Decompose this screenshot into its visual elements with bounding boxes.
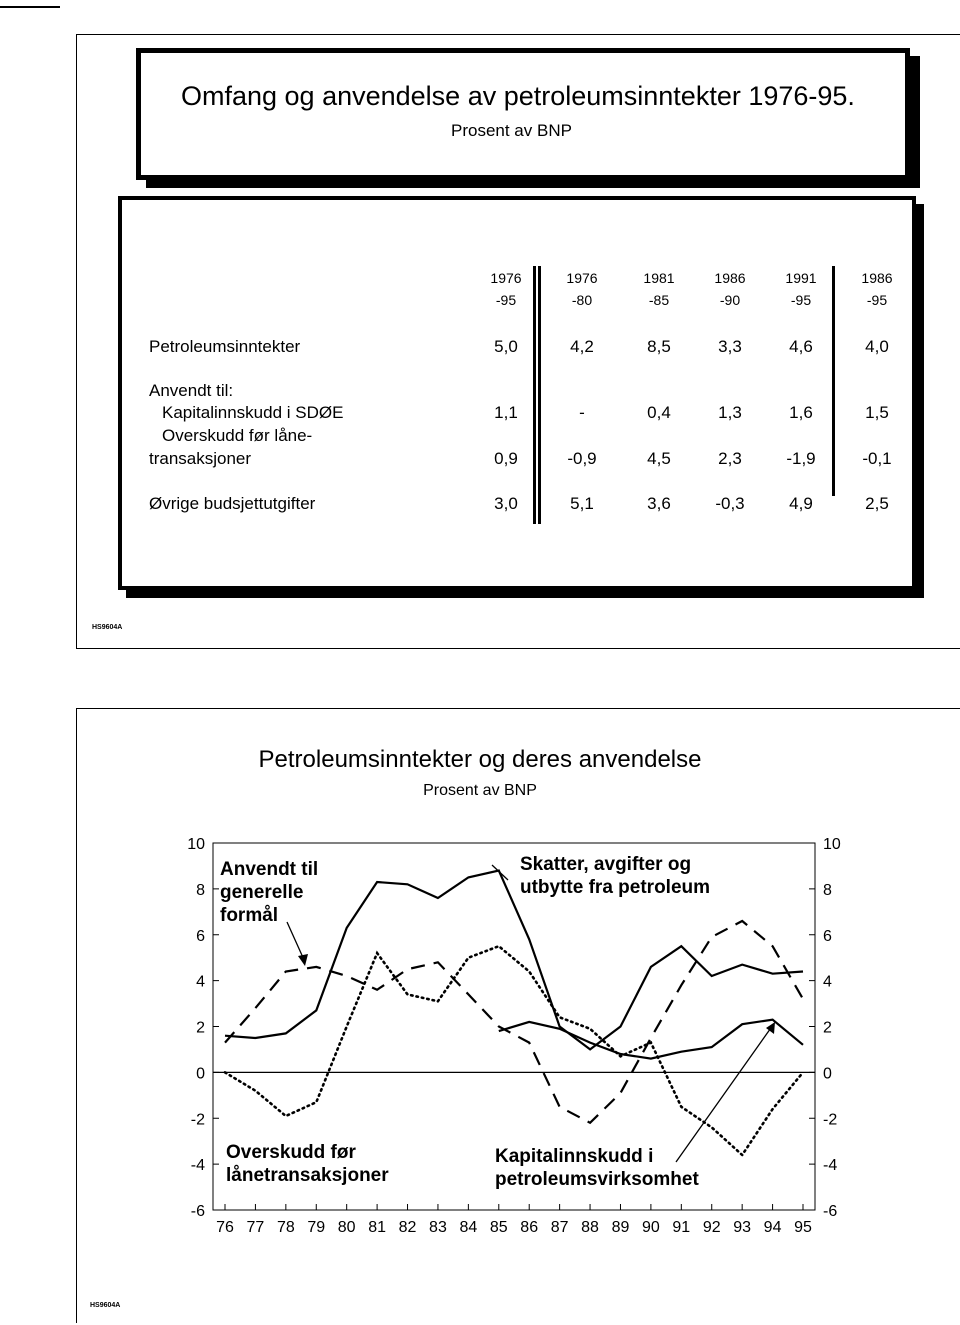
y-tick-label-left: -6	[190, 1203, 205, 1220]
x-tick-label: 95	[794, 1219, 812, 1236]
annotation-label: Skatter, avgifter og	[520, 854, 692, 875]
x-tick-label: 93	[733, 1219, 752, 1236]
x-tick-label: 76	[216, 1219, 234, 1236]
annotation-label: lånetransaksjoner	[226, 1165, 389, 1186]
x-tick-label: 80	[337, 1219, 356, 1236]
table-cell: -0,1	[862, 449, 892, 468]
y-tick-label-right: 8	[823, 881, 832, 899]
table-subtitle: Prosent av BNP	[451, 121, 572, 140]
y-tick-label-right: 4	[823, 973, 832, 991]
table-cell: 4,0	[865, 337, 889, 356]
series-line-2	[225, 921, 803, 1123]
y-tick-label-left: -4	[190, 1157, 205, 1175]
row-label: Overskudd før låne-	[162, 426, 313, 445]
table-cell: 1,6	[789, 403, 813, 422]
x-tick-label: 77	[246, 1219, 265, 1236]
col-header-top: 1986	[861, 270, 893, 286]
table-cell: 4,9	[789, 494, 813, 513]
x-tick-label: 92	[702, 1219, 721, 1236]
y-tick-label-right: -2	[823, 1111, 838, 1129]
y-tick-label-left: 4	[196, 973, 205, 991]
table-cell: 5,1	[570, 494, 594, 513]
y-tick-label-left: -2	[190, 1111, 205, 1129]
y-tick-label-right: 6	[823, 927, 832, 945]
col-header-bottom: -80	[571, 292, 593, 308]
annotation-label: Kapitalinnskudd i	[495, 1146, 654, 1167]
annotation-label: utbytte fra petroleum	[520, 877, 711, 898]
table-cell: -1,9	[786, 449, 816, 468]
table-cell: 1,3	[718, 403, 742, 422]
series-line-4	[499, 1020, 803, 1059]
table-cell: 2,5	[865, 494, 889, 513]
y-tick-label-left: 2	[196, 1019, 205, 1037]
annotation-label: Anvendt til	[220, 859, 319, 880]
x-tick-label: 90	[641, 1219, 660, 1236]
y-tick-label-right: -6	[823, 1203, 838, 1220]
figure-code: HS9604A	[92, 624, 123, 631]
x-tick-label: 78	[276, 1219, 295, 1236]
x-tick-label: 88	[581, 1219, 599, 1236]
y-tick-label-right: 2	[823, 1019, 832, 1037]
table-cell: 4,6	[789, 337, 813, 356]
x-tick-label: 83	[429, 1219, 447, 1236]
chart-subtitle: Prosent av BNP	[423, 782, 537, 799]
table-cell: 4,2	[570, 337, 594, 356]
annotation-label: generelle	[220, 882, 304, 903]
x-tick-label: 81	[368, 1219, 387, 1236]
table-cell: 3,6	[647, 494, 671, 513]
table-cell: -0,9	[567, 449, 597, 468]
y-tick-label-left: 6	[196, 927, 205, 945]
table-cell: -	[579, 403, 585, 422]
x-tick-label: 87	[550, 1219, 569, 1236]
figure-code: HS9604A	[90, 1302, 121, 1309]
annotation-label: Overskudd før	[226, 1142, 356, 1163]
x-tick-label: 86	[520, 1219, 539, 1236]
col-header-bottom: -95	[495, 292, 517, 308]
annotation-arrow	[676, 1025, 773, 1162]
x-tick-label: 79	[307, 1219, 326, 1236]
table-cell: -0,3	[715, 494, 745, 513]
table-title: Omfang og anvendelse av petroleumsinntekter 1976-95.	[181, 81, 855, 111]
table-cell: 3,3	[718, 337, 742, 356]
table-cell: 5,0	[494, 337, 518, 356]
table-cell: 0,4	[647, 403, 671, 422]
y-tick-label-right: 10	[823, 836, 841, 853]
series-line-3	[225, 946, 803, 1155]
x-tick-label: 84	[459, 1219, 478, 1236]
row-label: Øvrige budsjettutgifter	[149, 494, 316, 513]
x-tick-label: 85	[489, 1219, 508, 1236]
col-header-bottom: -85	[648, 292, 670, 308]
col-header-top: 1986	[714, 270, 746, 286]
col-header-top: 1981	[643, 270, 675, 286]
annotation-label: formål	[220, 905, 279, 926]
table-cell: 1,1	[494, 403, 518, 422]
y-tick-label-right: -4	[823, 1157, 838, 1175]
table-cell: 4,5	[647, 449, 671, 468]
col-header-bottom: -90	[719, 292, 741, 308]
col-header-bottom: -95	[790, 292, 812, 308]
table-cell: 8,5	[647, 337, 671, 356]
chart-title: Petroleumsinntekter og deres anvendelse	[258, 746, 702, 773]
col-header-top: 1976	[490, 270, 522, 286]
table-cell: 2,3	[718, 449, 742, 468]
arrowhead-icon	[298, 954, 308, 966]
col-header-top: 1991	[785, 270, 817, 286]
col-header-top: 1976	[566, 270, 598, 286]
y-tick-label-left: 8	[196, 881, 205, 899]
x-tick-label: 89	[611, 1219, 630, 1236]
row-label: transaksjoner	[149, 449, 252, 468]
y-tick-label-right: 0	[823, 1065, 832, 1083]
col-header-bottom: -95	[866, 292, 888, 308]
row-label: Kapitalinnskudd i SDØE	[162, 403, 344, 422]
row-label: Anvendt til:	[149, 381, 234, 400]
table-cell: 0,9	[494, 449, 518, 468]
x-tick-label: 91	[672, 1219, 691, 1236]
row-label: Petroleumsinntekter	[149, 337, 301, 356]
table-cell: 1,5	[865, 403, 889, 422]
annotation-label: petroleumsvirksomhet	[495, 1169, 699, 1190]
y-tick-label-left: 0	[196, 1065, 205, 1083]
y-tick-label-left: 10	[187, 836, 205, 853]
table-cell: 3,0	[494, 494, 518, 513]
x-tick-label: 82	[398, 1219, 417, 1236]
x-tick-label: 94	[763, 1219, 782, 1236]
